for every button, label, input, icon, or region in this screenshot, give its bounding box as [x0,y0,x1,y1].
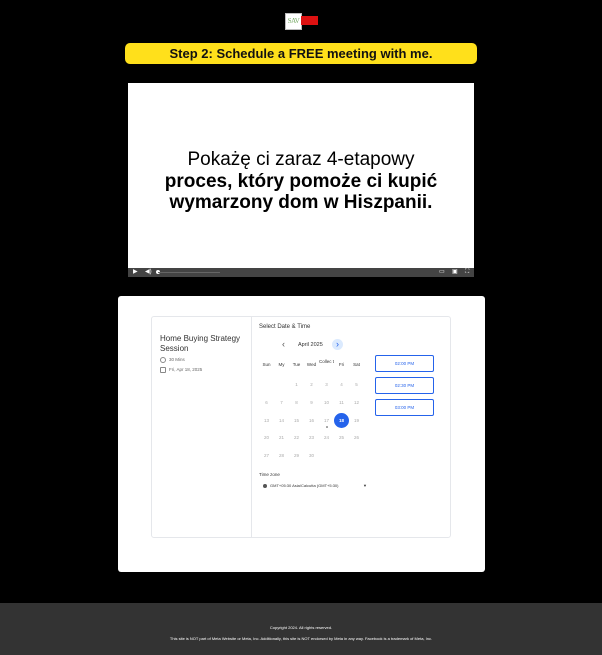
captions-icon[interactable]: ▭ [439,269,445,275]
clock-icon [160,357,166,363]
weekday-label: Sun [262,362,271,367]
volume-icon[interactable]: ◀) [145,269,152,275]
logo-tag [301,16,318,25]
weekday-label: Collec t [319,359,335,364]
selected-day[interactable]: 18 [334,413,349,428]
weekday-label: Wed [306,362,317,367]
seek-track[interactable] [158,272,220,273]
date-row [160,367,202,373]
weekday-label: Fri [338,362,345,367]
video-player[interactable] [128,83,474,277]
calendar-day: 24 [323,435,329,440]
booking-panel [118,296,485,572]
time-slot-button[interactable]: 03:00 PM [375,399,434,416]
timezone-label: Time zone [259,472,280,477]
calendar-day: 8 [295,400,298,405]
calendar-day: 15 [293,418,299,423]
weekday-label: Tue [292,362,301,367]
weekday-label: Sat [353,362,360,367]
fullscreen-icon[interactable]: ⛶ [465,269,470,275]
calendar-day: 21 [278,435,284,440]
duration-text: 30 Mins [169,357,185,363]
calendar-day: 5 [355,382,358,387]
event-details [152,317,252,537]
time-slot-button[interactable]: 02:00 PM [375,355,434,372]
timezone-select[interactable] [259,481,369,491]
time-slot-button[interactable]: 02:30 PM [375,377,434,394]
weekday-label: My [278,362,285,367]
calendar-day: 1 [295,382,298,387]
play-icon[interactable]: ▶ [133,269,138,275]
booking-widget [151,316,451,538]
calendar-day: 19 [353,418,359,423]
video-headline-line1: Pokażę ci zaraz 4-etapowy [187,149,415,170]
step-banner: Step 2: Schedule a FREE meeting with me. [125,43,477,64]
calendar-day: 6 [265,400,268,405]
calendar-day: 12 [353,400,359,405]
calendar-day: 26 [353,435,359,440]
prev-month-icon[interactable]: ‹ [282,339,285,349]
duration-row [160,357,185,363]
calendar-day: 11 [339,400,344,405]
calendar-day: 16 [308,418,314,423]
calendar-day: 7 [280,400,283,405]
calendar-day: 4 [340,382,343,387]
calendar-day: 23 [308,435,314,440]
calendar-day: 28 [278,453,284,458]
event-title: Home Buying Strategy Session [160,334,241,353]
calendar-day: 14 [278,418,284,423]
calendar-day: 13 [263,418,269,423]
calendar-day: 9 [310,400,313,405]
next-month-icon[interactable]: › [332,339,343,350]
video-controls-bar [128,268,474,277]
calendar-day: 22 [293,435,299,440]
logo-mark: SAV [285,13,302,30]
globe-icon [263,484,267,488]
brand-logo [285,13,318,29]
disclaimer-text: This site is NOT part of Meta Website or Meta, Inc. Additionally, this site is NOT endorsed by Meta in any way. Facebook is a trademark of Meta, Inc. [169,636,433,641]
calendar-day: 27 [263,453,269,458]
site-footer [0,603,602,655]
calendar-day: 3 [325,382,328,387]
calendar-day: 30 [308,453,314,458]
timezone-value: GMT+05:30 Asia/Calcutta (GMT+5:30) [270,483,339,488]
calendar-icon [160,367,166,373]
calendar-day: 25 [338,435,344,440]
video-headline-line2: proces, który pomoże ci kupić wymarzony dom w Hiszpanii. [164,171,438,213]
select-datetime-heading: Select Date & Time [259,324,311,330]
date-text: Fri, Apr 18, 2025 [169,367,203,373]
calendar-day: 20 [263,435,269,440]
availability-dot [326,426,328,428]
calendar-day: 17 [323,418,329,423]
chevron-down-icon: ▼ [363,483,367,488]
calendar-day: 29 [293,453,299,458]
copyright-text: Copyright 2024. All rights reserved. [269,625,333,630]
calendar-day: 10 [323,400,329,405]
month-label: April 2025 [298,342,323,348]
calendar-day: 2 [310,382,313,387]
pip-icon[interactable]: ▣ [452,269,458,275]
